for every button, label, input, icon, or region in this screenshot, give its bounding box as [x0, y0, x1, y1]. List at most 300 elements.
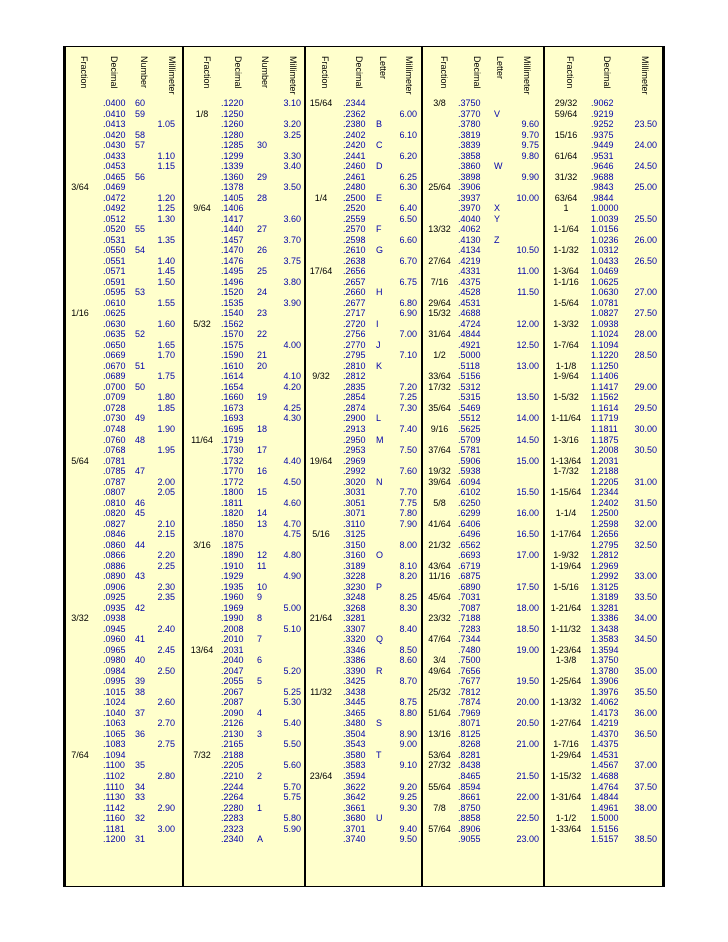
cell-fraction	[306, 561, 336, 572]
cell-fraction	[545, 424, 587, 435]
cell-millimeter: 4.25	[283, 402, 301, 413]
cell-decimal: .1693	[221, 413, 244, 424]
cell-decimal: .0700	[103, 381, 126, 392]
cell-letter: O	[376, 550, 384, 561]
cell-millimeter	[619, 413, 657, 424]
cell-number: 31	[135, 834, 146, 845]
cell-decimal: .1719	[221, 434, 244, 445]
cell-fraction: 1-3/32	[553, 318, 579, 329]
cell-number: 25	[257, 266, 268, 277]
cell-number: 52	[135, 329, 146, 340]
cell-decimal: .1673	[221, 402, 244, 413]
cell-fraction: 9/32	[312, 371, 330, 382]
cell-millimeter	[619, 529, 657, 540]
column-header-letter	[375, 47, 387, 97]
cell-millimeter	[496, 824, 539, 835]
cell-millimeter	[260, 708, 301, 719]
cell-fraction	[424, 792, 455, 803]
cell-decimal: .1800	[221, 487, 244, 498]
cell-decimal: .1142	[103, 802, 125, 813]
column-header-label: Number	[139, 56, 149, 89]
cell-fraction	[66, 466, 94, 477]
cell-decimal: .9844	[591, 192, 614, 203]
cell-decimal: .2720	[343, 318, 366, 329]
cell-decimal: 1.4370	[591, 728, 619, 739]
cell-millimeter: 15.50	[516, 487, 539, 498]
cell-fraction: 1-7/16	[553, 739, 579, 750]
cell-millimeter	[619, 792, 657, 803]
cell-number: 27	[257, 224, 268, 235]
table-row	[64, 540, 664, 551]
table-row	[64, 771, 664, 782]
column-header-label: Fraction	[565, 56, 575, 89]
cell-millimeter: 2.25	[157, 560, 175, 571]
table-row	[64, 498, 664, 509]
cell-number: 49	[135, 413, 146, 424]
cell-millimeter	[140, 834, 175, 845]
cell-millimeter: 12.00	[516, 318, 539, 329]
cell-decimal: .2031	[221, 644, 244, 655]
cell-fraction: 3/64	[71, 182, 89, 193]
cell-millimeter	[496, 519, 539, 530]
column-header-label: Letter	[378, 56, 388, 80]
cell-fraction	[66, 697, 94, 708]
cell-fraction	[186, 403, 218, 414]
cell-millimeter	[140, 782, 175, 793]
cell-millimeter: 7.80	[399, 508, 417, 519]
cell-fraction: 37/64	[428, 445, 451, 456]
cell-decimal: .5781	[458, 445, 481, 456]
cell-fraction: 45/64	[428, 592, 451, 603]
cell-number: 2	[257, 771, 263, 781]
cell-decimal: .1100	[103, 760, 125, 771]
cell-decimal: .0591	[103, 276, 126, 287]
cell-letter: H	[376, 287, 383, 298]
cell-fraction	[186, 813, 218, 824]
cell-letter: Z	[494, 234, 500, 245]
cell-number: 54	[135, 245, 146, 256]
cell-millimeter	[619, 813, 657, 824]
cell-millimeter: 37.00	[634, 760, 657, 771]
cell-millimeter	[496, 477, 539, 488]
cell-millimeter	[496, 224, 539, 235]
cell-number: 39	[135, 676, 146, 687]
cell-decimal: .0410	[103, 108, 126, 119]
cell-decimal: .1495	[221, 266, 244, 277]
cell-millimeter	[140, 172, 175, 183]
column-header-decimal	[599, 47, 611, 97]
cell-millimeter: 1.75	[157, 371, 175, 382]
cell-fraction	[66, 361, 94, 372]
table-row	[64, 634, 664, 645]
cell-millimeter	[619, 151, 657, 162]
cell-decimal: .3906	[458, 182, 481, 193]
cell-millimeter: 36.00	[634, 707, 657, 718]
cell-decimal: 1.1417	[591, 381, 619, 392]
cell-fraction	[66, 645, 94, 656]
cell-number: 33	[135, 792, 146, 803]
cell-fraction	[186, 445, 218, 456]
cell-decimal: .1299	[221, 150, 244, 161]
cell-fraction: 1/2	[433, 350, 446, 361]
cell-millimeter	[619, 361, 657, 372]
cell-fraction	[186, 739, 218, 750]
table-row	[64, 603, 664, 614]
cell-millimeter	[496, 760, 539, 771]
cell-decimal: .1590	[221, 350, 244, 361]
column-header-label: Millimeter	[640, 56, 650, 95]
cell-fraction	[186, 477, 218, 488]
cell-decimal: 1.0469	[591, 266, 619, 277]
cell-millimeter: 5.80	[283, 813, 301, 824]
cell-fraction: 3/16	[193, 539, 211, 550]
cell-fraction	[306, 813, 336, 824]
cell-millimeter	[140, 498, 175, 509]
cell-fraction: 1-7/32	[553, 466, 579, 477]
cell-millimeter: 16.00	[516, 508, 539, 519]
cell-fraction: 1-11/64	[551, 413, 581, 424]
cell-millimeter	[378, 687, 417, 698]
cell-millimeter	[140, 634, 175, 645]
cell-millimeter	[619, 697, 657, 708]
cell-number: 42	[135, 602, 146, 613]
table-row	[64, 424, 664, 435]
cell-millimeter: 8.40	[399, 623, 417, 634]
cell-letter: G	[376, 245, 384, 256]
cell-millimeter: 1.25	[157, 203, 175, 214]
cell-fraction: 39/64	[428, 476, 451, 487]
column-header-label: Fraction	[79, 56, 89, 89]
cell-millimeter	[260, 487, 301, 498]
cell-fraction: 13/16	[428, 728, 451, 739]
cell-millimeter	[140, 508, 175, 519]
cell-fraction	[306, 782, 336, 793]
cell-millimeter	[496, 666, 539, 677]
cell-fraction	[186, 235, 218, 246]
cell-millimeter: 6.25	[399, 171, 417, 182]
table-row	[64, 203, 664, 214]
cell-decimal: .3268	[343, 602, 366, 613]
cell-number: 59	[135, 108, 146, 119]
cell-decimal: .2913	[343, 423, 366, 434]
cell-millimeter	[378, 266, 417, 277]
cell-fraction	[186, 624, 218, 635]
cell-fraction	[66, 350, 94, 361]
cell-fraction	[66, 477, 94, 488]
cell-decimal: .1496	[221, 276, 244, 287]
cell-number: 56	[135, 171, 146, 182]
cell-decimal: .2280	[221, 802, 244, 813]
cell-millimeter: 1.50	[157, 276, 175, 287]
cell-decimal: .7188	[458, 613, 481, 624]
cell-fraction: 13/64	[190, 644, 214, 655]
cell-decimal: 1.0433	[591, 255, 619, 266]
cell-fraction	[66, 172, 94, 183]
cell-millimeter	[260, 435, 301, 446]
cell-fraction	[66, 792, 94, 803]
cell-millimeter: 7.40	[399, 423, 417, 434]
cell-millimeter: 18.00	[516, 602, 539, 613]
cell-millimeter: 31.50	[634, 497, 657, 508]
cell-millimeter	[140, 687, 175, 698]
cell-decimal: 1.4567	[591, 760, 619, 771]
cell-decimal: .1935	[221, 581, 244, 592]
cell-fraction: 1-1/16	[553, 276, 579, 287]
cell-decimal: .0531	[103, 234, 126, 245]
cell-fraction	[66, 634, 94, 645]
cell-decimal: .2165	[221, 739, 244, 750]
cell-number: 3	[257, 728, 263, 739]
cell-decimal: .1260	[221, 119, 244, 130]
cell-decimal: .0465	[103, 171, 126, 182]
table-row	[64, 308, 664, 319]
cell-number: 45	[135, 508, 146, 519]
cell-decimal: .1200	[103, 834, 126, 845]
cell-millimeter: 2.00	[157, 476, 175, 487]
cell-fraction	[545, 613, 587, 624]
cell-millimeter	[140, 182, 175, 193]
cell-decimal: .0709	[103, 392, 126, 403]
cell-fraction: 1-1/64	[553, 224, 579, 235]
cell-decimal: .1562	[221, 318, 244, 329]
table-row	[64, 266, 664, 277]
cell-decimal: .3031	[343, 487, 366, 498]
cell-decimal: .5312	[458, 381, 481, 392]
cell-fraction: 1/8	[195, 108, 209, 119]
cell-fraction	[306, 519, 336, 530]
cell-millimeter	[260, 203, 301, 214]
cell-millimeter: 6.70	[399, 255, 417, 266]
cell-decimal: .1024	[103, 697, 126, 708]
cell-fraction: 21/64	[309, 613, 333, 624]
cell-fraction	[186, 340, 218, 351]
cell-decimal: .3583	[343, 760, 366, 771]
cell-decimal: .1654	[221, 381, 244, 392]
cell-millimeter: 5.40	[283, 718, 301, 729]
cell-decimal: .1811	[221, 497, 243, 508]
cell-decimal: .2130	[221, 728, 244, 739]
cell-fraction	[186, 266, 218, 277]
cell-millimeter	[260, 834, 301, 845]
cell-millimeter: 9.80	[521, 150, 539, 161]
cell-millimeter: 3.75	[283, 255, 301, 266]
cell-decimal: .0400	[103, 98, 126, 108]
cell-fraction	[306, 245, 336, 256]
cell-decimal: .8906	[458, 823, 481, 834]
cell-millimeter	[496, 655, 539, 666]
cell-decimal: .4062	[458, 224, 481, 235]
cell-decimal: .8858	[458, 813, 481, 824]
cell-fraction	[66, 582, 94, 593]
cell-millimeter	[260, 803, 301, 814]
cell-fraction: 9/16	[430, 423, 449, 434]
cell-fraction: 1-27/64	[550, 718, 582, 729]
cell-millimeter	[496, 561, 539, 572]
table-row	[64, 666, 664, 677]
cell-decimal: .5118	[458, 360, 480, 371]
cell-fraction	[306, 119, 336, 130]
cell-decimal: .1160	[103, 813, 125, 824]
cell-fraction	[186, 613, 218, 624]
cell-decimal: .7480	[458, 644, 481, 655]
cell-decimal: .1102	[103, 771, 125, 781]
cell-millimeter: 9.40	[399, 823, 417, 834]
cell-decimal: .0650	[103, 339, 126, 350]
cell-millimeter: 4.00	[283, 339, 301, 350]
cell-fraction	[424, 435, 455, 446]
cell-fraction	[186, 571, 218, 582]
cell-millimeter: 6.00	[399, 108, 417, 119]
cell-fraction	[66, 782, 94, 793]
cell-millimeter: 2.40	[157, 623, 175, 634]
cell-fraction: 5/64	[71, 455, 89, 466]
cell-decimal: .2362	[343, 108, 366, 119]
cell-fraction	[424, 603, 455, 614]
cell-millimeter	[619, 550, 657, 561]
cell-fraction	[424, 172, 455, 183]
cell-letter: U	[376, 813, 383, 824]
cell-fraction: 11/64	[191, 434, 213, 445]
cell-millimeter: 6.40	[399, 203, 417, 214]
cell-millimeter	[260, 361, 301, 372]
cell-millimeter: 3.50	[283, 182, 301, 193]
cell-fraction: 5/16	[312, 529, 330, 540]
table-row	[64, 529, 664, 540]
cell-fraction: 1/16	[71, 308, 89, 319]
cell-millimeter	[260, 561, 301, 572]
cell-fraction	[186, 308, 218, 319]
cell-millimeter	[496, 729, 539, 740]
cell-decimal: .1220	[221, 98, 244, 108]
cell-millimeter: 2.75	[157, 739, 175, 750]
cell-millimeter: 3.80	[283, 276, 301, 287]
cell-number: 48	[135, 434, 146, 445]
cell-fraction: 25/32	[428, 686, 451, 697]
cell-fraction	[545, 592, 587, 603]
column-header-decimal	[469, 47, 481, 97]
cell-number: 37	[135, 707, 146, 718]
cell-millimeter: 4.40	[283, 455, 301, 466]
cell-decimal: .0866	[103, 550, 126, 561]
cell-millimeter	[140, 792, 175, 803]
cell-fraction	[186, 487, 218, 498]
cell-number: 43	[135, 571, 146, 582]
column-header-label: Decimal	[109, 56, 119, 89]
cell-decimal: .2812	[343, 371, 366, 382]
cell-decimal: .2205	[221, 760, 244, 771]
cell-fraction	[306, 540, 336, 551]
cell-decimal: .0890	[103, 571, 126, 582]
cell-millimeter	[260, 655, 301, 666]
cell-millimeter: 16.50	[516, 529, 539, 540]
cell-millimeter: 9.90	[521, 171, 539, 182]
cell-decimal: .1770	[221, 466, 244, 477]
cell-decimal: .5938	[458, 466, 481, 477]
cell-millimeter: 26.00	[634, 234, 657, 245]
cell-decimal: .3020	[343, 476, 366, 487]
cell-fraction	[545, 256, 587, 267]
cell-fraction	[66, 256, 94, 267]
column-header-decimal	[230, 47, 242, 97]
table-row	[64, 655, 664, 666]
table-row	[64, 98, 664, 109]
cell-decimal: 1.1562	[591, 392, 619, 403]
cell-fraction: 1-25/64	[550, 676, 582, 687]
cell-decimal: .5625	[458, 423, 481, 434]
cell-decimal: .3819	[458, 129, 481, 140]
cell-decimal: .1250	[221, 108, 244, 119]
cell-fraction	[66, 277, 94, 288]
cell-decimal: .2402	[343, 129, 366, 140]
cell-fraction	[186, 508, 218, 519]
cell-decimal: .7812	[458, 686, 481, 697]
cell-millimeter	[619, 487, 657, 498]
cell-millimeter: 27.00	[634, 287, 657, 298]
cell-decimal: .8750	[458, 802, 481, 813]
cell-decimal: .2500	[343, 192, 366, 203]
table-row	[64, 792, 664, 803]
cell-decimal: .0520	[103, 224, 126, 235]
cell-millimeter: 31.00	[634, 476, 657, 487]
cell-fraction	[306, 445, 336, 456]
cell-fraction	[545, 834, 587, 845]
cell-fraction	[424, 456, 455, 467]
cell-millimeter: 4.90	[283, 571, 301, 582]
cell-letter: W	[494, 161, 503, 172]
cell-millimeter: 9.20	[399, 781, 417, 792]
cell-fraction	[186, 329, 218, 340]
cell-decimal: 1.4375	[591, 739, 619, 750]
cell-decimal: .1875	[221, 539, 244, 550]
cell-millimeter: 1.35	[157, 234, 175, 245]
cell-number: A	[257, 834, 264, 845]
cell-decimal: .1405	[221, 192, 244, 203]
cell-millimeter	[496, 424, 539, 435]
cell-millimeter	[260, 613, 301, 624]
cell-decimal: .3860	[458, 161, 481, 172]
cell-decimal: .9219	[591, 108, 614, 119]
cell-decimal: .3425	[343, 676, 366, 687]
cell-decimal: 1.3594	[591, 644, 619, 655]
cell-fraction	[306, 182, 336, 193]
cell-millimeter	[378, 529, 417, 540]
cell-fraction	[545, 477, 587, 488]
table-row	[64, 151, 664, 162]
cell-decimal: .0781	[103, 455, 126, 466]
cell-decimal: 1.1406	[591, 371, 619, 382]
cell-decimal: .4130	[458, 234, 481, 245]
cell-millimeter: 7.70	[399, 487, 417, 498]
cell-millimeter	[140, 760, 175, 771]
cell-millimeter: 7.30	[399, 402, 417, 413]
cell-millimeter	[496, 571, 539, 582]
cell-millimeter: 25.50	[634, 213, 657, 224]
cell-millimeter: 8.25	[399, 592, 417, 603]
cell-number: 19	[257, 392, 268, 403]
cell-fraction	[186, 771, 218, 782]
cell-decimal: .0730	[103, 413, 126, 424]
cell-millimeter: 20.50	[516, 718, 539, 729]
cell-fraction	[66, 529, 94, 540]
cell-fraction	[306, 624, 336, 635]
cell-decimal: .4531	[458, 297, 481, 308]
cell-fraction	[66, 298, 94, 309]
cell-millimeter: 4.50	[283, 476, 301, 487]
cell-fraction: 63/64	[554, 192, 578, 203]
column-header-label: Fraction	[320, 56, 330, 89]
cell-millimeter	[378, 287, 417, 298]
cell-decimal: .0453	[103, 161, 126, 172]
